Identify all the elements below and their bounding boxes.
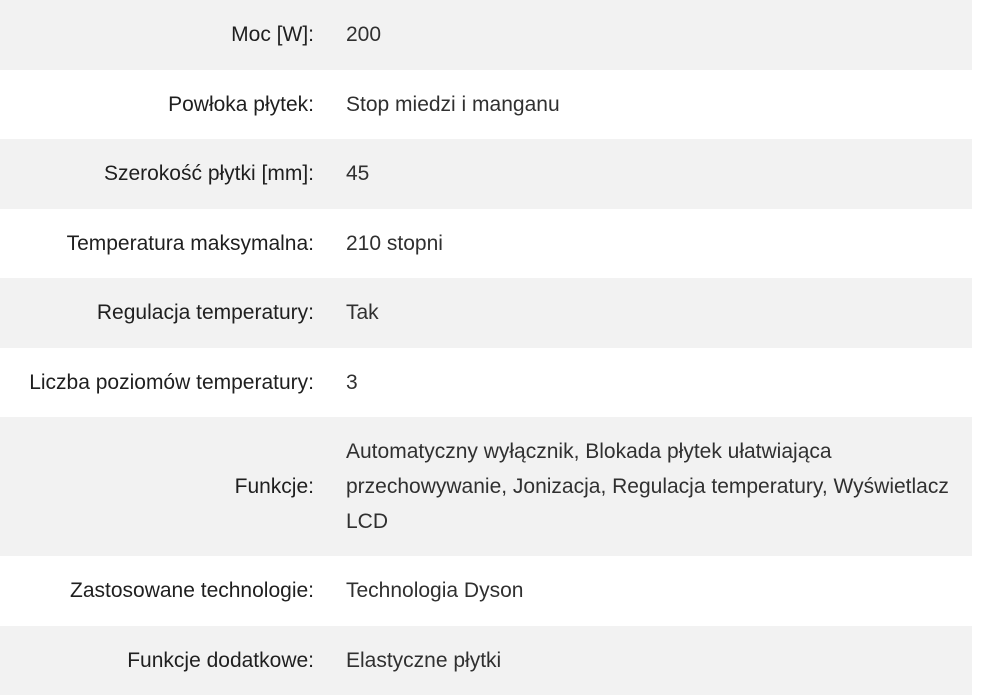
spec-label: Powłoka płytek:	[0, 70, 314, 140]
spec-label: Funkcje:	[0, 417, 314, 556]
spec-label: Funkcje dodatkowe:	[0, 626, 314, 696]
spec-value: 200	[314, 0, 972, 70]
spec-value: Automatyczny wyłącznik, Blokada płytek ułatwiająca przechowywanie, Jonizacja, Regulacja temperatury, Wyświetlacz LCD	[314, 417, 972, 556]
spec-row-plate-width	[0, 139, 972, 209]
spec-row-plate-coating	[0, 70, 972, 140]
spec-row-temperature-levels	[0, 348, 972, 418]
spec-label: Liczba poziomów temperatury:	[0, 348, 314, 418]
spec-label: Regulacja temperatury:	[0, 278, 314, 348]
spec-value: Stop miedzi i manganu	[314, 70, 972, 140]
spec-label: Moc [W]:	[0, 0, 314, 70]
spec-row-technologies	[0, 556, 972, 626]
spec-value: Elastyczne płytki	[314, 626, 972, 696]
spec-row-power	[0, 0, 972, 70]
spec-row-max-temperature	[0, 209, 972, 279]
spec-value: 45	[314, 139, 972, 209]
spec-value: 3	[314, 348, 972, 418]
spec-value: Technologia Dyson	[314, 556, 972, 626]
spec-label: Temperatura maksymalna:	[0, 209, 314, 279]
spec-label: Szerokość płytki [mm]:	[0, 139, 314, 209]
spec-value: Tak	[314, 278, 972, 348]
spec-value: 210 stopni	[314, 209, 972, 279]
spec-row-functions	[0, 417, 972, 556]
spec-label: Zastosowane technologie:	[0, 556, 314, 626]
spec-row-temperature-control	[0, 278, 972, 348]
spec-row-extra-functions	[0, 626, 972, 696]
